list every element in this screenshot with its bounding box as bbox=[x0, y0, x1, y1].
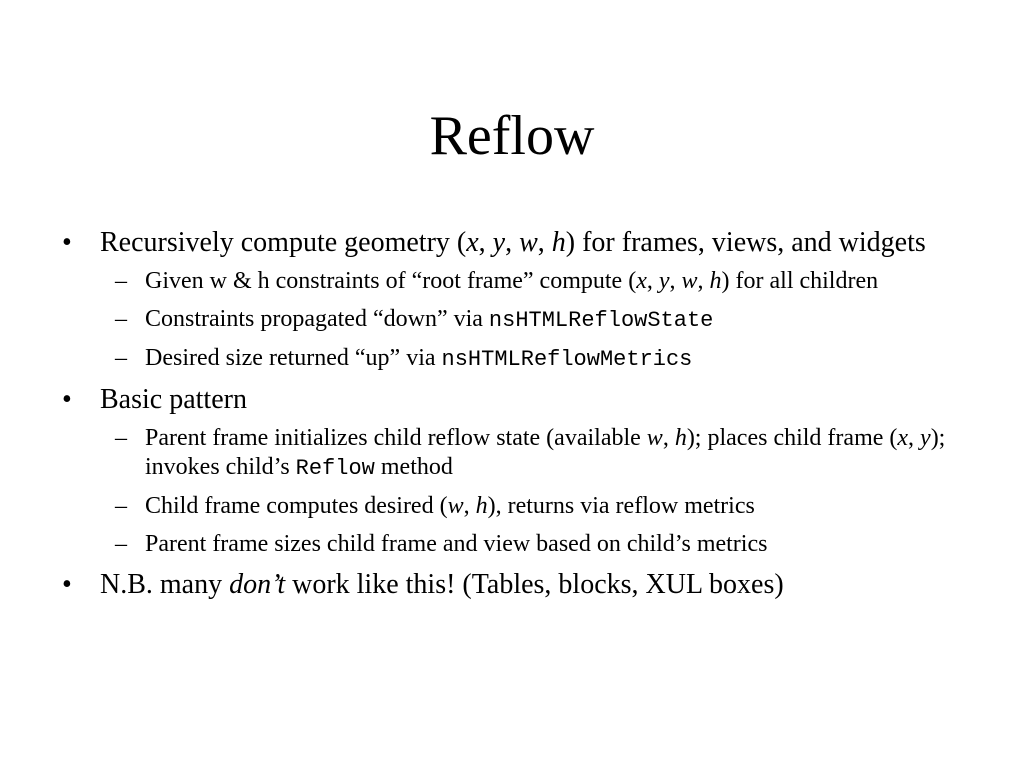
code-reflow-state: nsHTMLReflowState bbox=[488, 308, 714, 333]
emphasis-dont: don’t bbox=[229, 569, 286, 600]
bullet-recursive-geometry bbox=[0, 226, 1024, 260]
sub-bullet-text: Parent frame sizes child frame and view based on child’s metrics bbox=[145, 531, 768, 557]
bullet-text: Recursively compute geometry (x, y, w, h) for frames, views, and widgets bbox=[100, 227, 926, 258]
sub-bullet-constraints-down bbox=[0, 305, 1024, 335]
sub-bullet-root-frame-constraints bbox=[0, 267, 1024, 296]
sub-bullet-parent-sizes bbox=[0, 530, 1024, 559]
bullet-icon: • bbox=[62, 384, 72, 415]
bullet-nb-exceptions bbox=[0, 568, 1024, 602]
sub-bullet-text: Parent frame initializes child reflow state (available w, h); places child frame (x, y); invokes child’s Reflow method bbox=[145, 425, 946, 481]
sub-bullet-desired-size-up bbox=[0, 344, 1024, 374]
bullet-icon: • bbox=[62, 569, 72, 600]
dash-icon: – bbox=[115, 345, 127, 371]
slide-body bbox=[0, 226, 1024, 609]
code-reflow: Reflow bbox=[295, 456, 375, 481]
dash-icon: – bbox=[115, 493, 127, 519]
sub-bullet-text: Child frame computes desired (w, h), returns via reflow metrics bbox=[145, 493, 755, 519]
sub-bullet-text: Given w & h constraints of “root frame” compute (x, y, w, h) for all children bbox=[145, 268, 879, 294]
bullet-basic-pattern bbox=[0, 383, 1024, 417]
sub-bullet-child-computes bbox=[0, 492, 1024, 521]
sub-bullet-text: Desired size returned “up” via nsHTMLReflowMetrics bbox=[145, 345, 693, 372]
dash-icon: – bbox=[115, 531, 127, 557]
dash-icon: – bbox=[115, 268, 127, 294]
dash-icon: – bbox=[115, 425, 127, 451]
bullet-text: N.B. many don’t work like this! (Tables, blocks, XUL boxes) bbox=[100, 569, 784, 600]
sub-bullet-parent-initializes bbox=[0, 424, 1024, 483]
bullet-text: Basic pattern bbox=[100, 384, 247, 415]
bullet-icon: • bbox=[62, 227, 72, 258]
slide-title: Reflow bbox=[429, 105, 595, 167]
sub-bullet-text: Constraints propagated “down” via nsHTMLReflowState bbox=[145, 306, 714, 333]
code-reflow-metrics: nsHTMLReflowMetrics bbox=[441, 347, 693, 372]
dash-icon: – bbox=[115, 306, 127, 332]
